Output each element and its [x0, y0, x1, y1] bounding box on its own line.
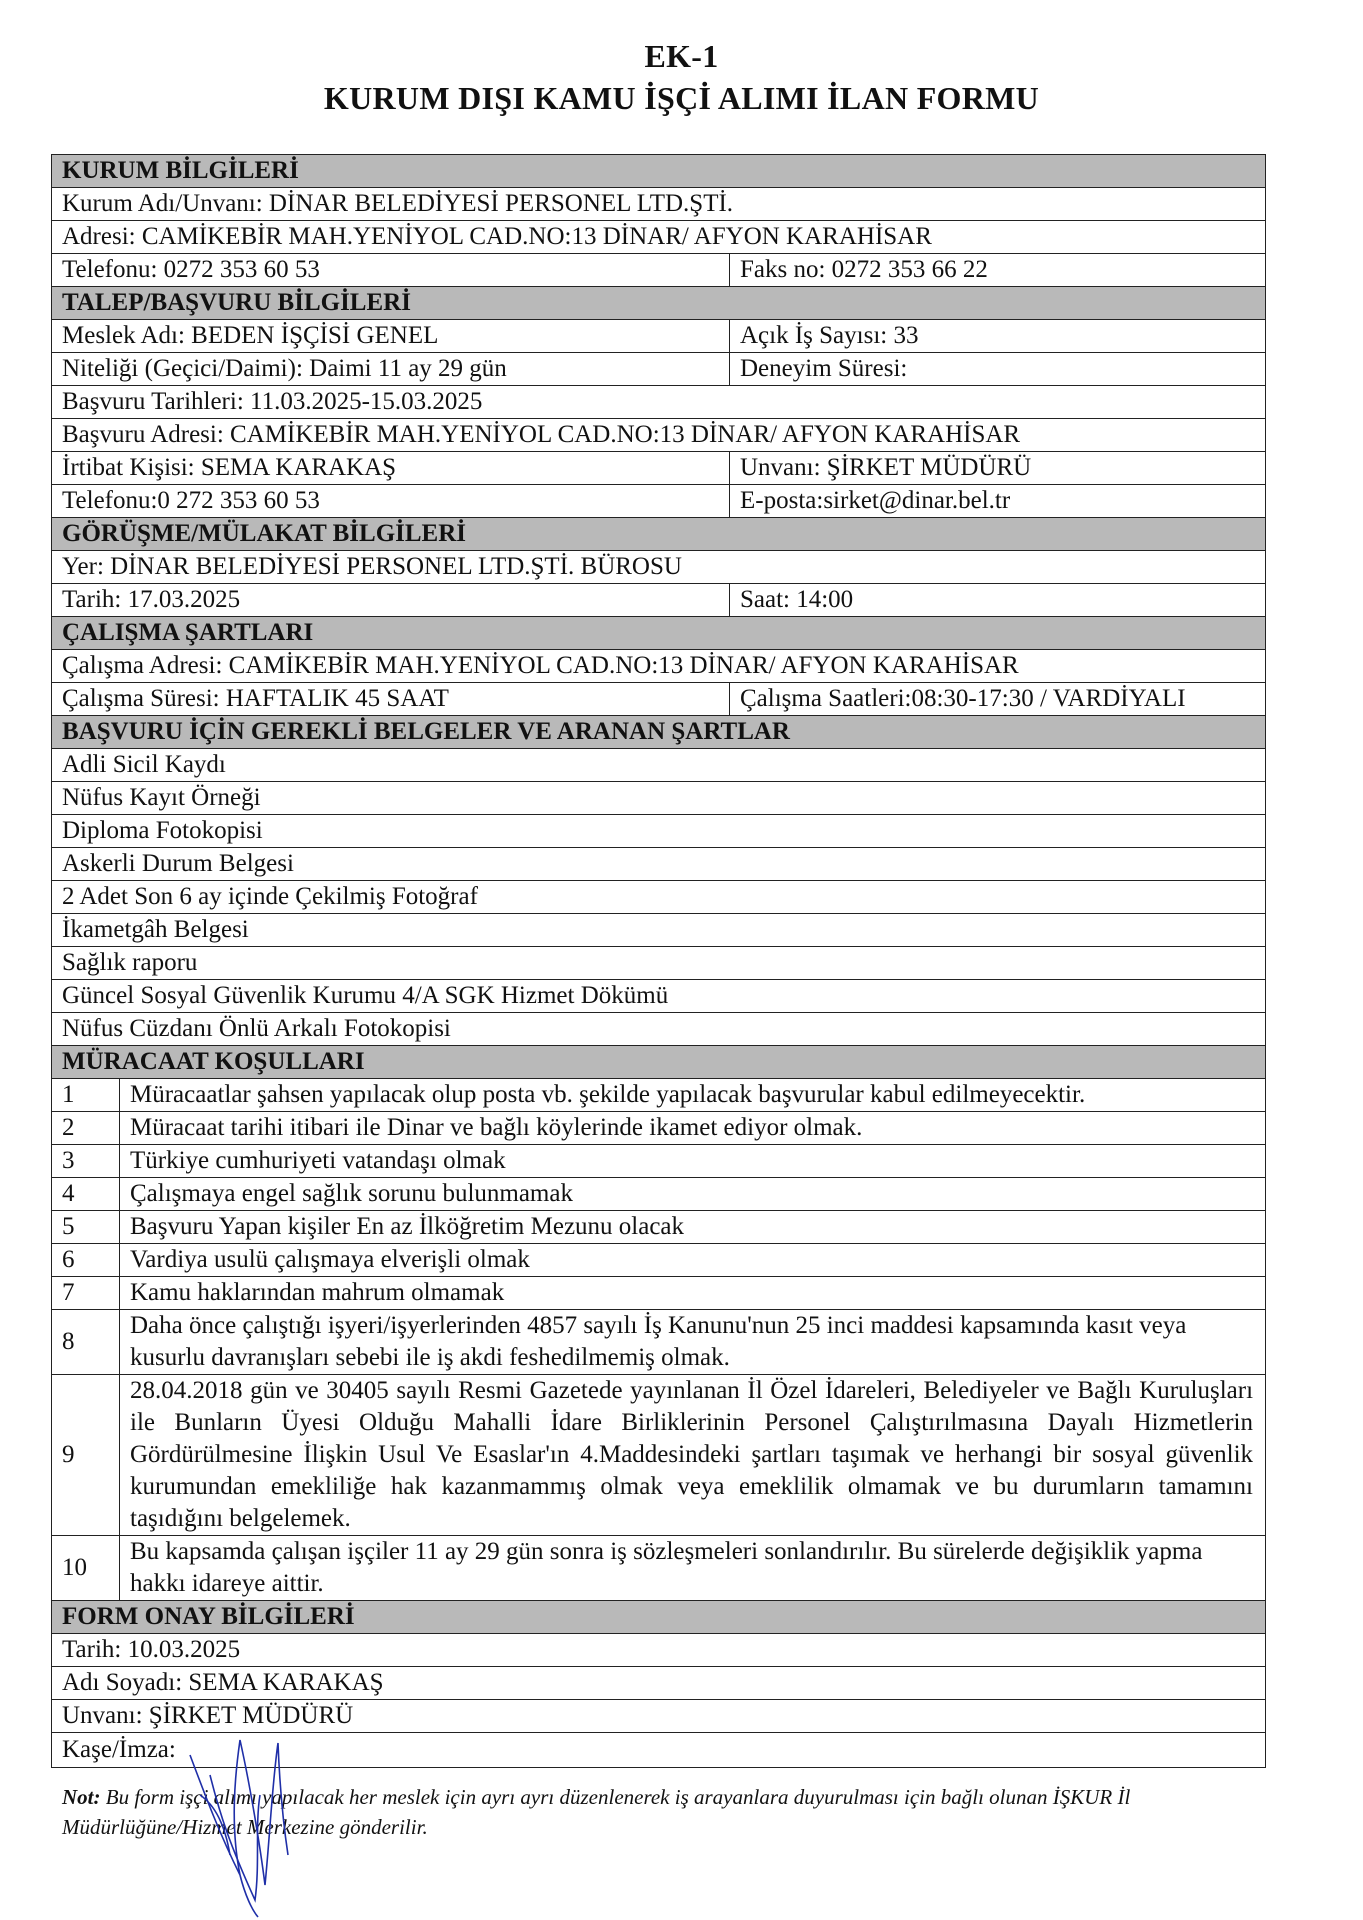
section-title: GÖRÜŞME/MÜLAKAT BİLGİLERİ: [52, 518, 1266, 551]
form-title: KURUM DIŞI KAMU İŞÇİ ALIMI İLAN FORMU: [323, 80, 1040, 116]
form-field: Nüfus Kayıt Örneği: [52, 782, 1266, 815]
condition-row: [52, 1536, 1266, 1601]
section-title: FORM ONAY BİLGİLERİ: [52, 1601, 1266, 1634]
form-field: Adli Sicil Kaydı: [52, 749, 1266, 782]
form-row: [52, 914, 1266, 947]
form-field: Başvuru Tarihleri: 11.03.2025-15.03.2025: [52, 386, 1266, 419]
note-label: Not:: [62, 1785, 101, 1809]
condition-number: 6: [52, 1244, 120, 1277]
condition-text: Çalışmaya engel sağlık sorunu bulunmamak: [120, 1178, 1266, 1211]
condition-row: [52, 1211, 1266, 1244]
condition-number: 5: [52, 1211, 120, 1244]
form-row: [52, 815, 1266, 848]
condition-number: 3: [52, 1145, 120, 1178]
form-row: [52, 1667, 1266, 1700]
form-field: Nüfus Cüzdanı Önlü Arkalı Fotokopisi: [52, 1013, 1266, 1046]
form-annex-label: EK-1: [644, 38, 719, 74]
condition-number: 10: [52, 1536, 120, 1601]
section-title: BAŞVURU İÇİN GEREKLİ BELGELER VE ARANAN ŞARTLAR: [52, 716, 1266, 749]
form-row: [52, 650, 1266, 683]
condition-number: 1: [52, 1079, 120, 1112]
form-row: [52, 353, 1266, 386]
condition-row: [52, 1277, 1266, 1310]
section-header-row: [52, 716, 1266, 749]
form-field: E-posta:sirket@dinar.bel.tr: [730, 485, 1266, 518]
form-field: Başvuru Adresi: CAMİKEBİR MAH.YENİYOL CAD.NO:13 DİNAR/ AFYON KARAHİSAR: [52, 419, 1266, 452]
form-row: [52, 188, 1266, 221]
form-field: Yer: DİNAR BELEDİYESİ PERSONEL LTD.ŞTİ. BÜROSU: [52, 551, 1266, 584]
condition-number: 4: [52, 1178, 120, 1211]
form-field: Deneyim Süresi:: [730, 353, 1266, 386]
form-row: [52, 485, 1266, 518]
form-field: Çalışma Adresi: CAMİKEBİR MAH.YENİYOL CAD.NO:13 DİNAR/ AFYON KARAHİSAR: [52, 650, 1266, 683]
job-posting-form-table: [51, 154, 1266, 1768]
form-field: Unvanı: ŞİRKET MÜDÜRÜ: [52, 1700, 1266, 1733]
section-title: TALEP/BAŞVURU BİLGİLERİ: [52, 287, 1266, 320]
condition-text: Bu kapsamda çalışan işçiler 11 ay 29 gün sonra iş sözleşmeleri sonlandırılır. Bu sürelerde değişiklik yapma hakkı idareye aittir.: [120, 1536, 1266, 1601]
condition-number: 2: [52, 1112, 120, 1145]
form-field: Diploma Fotokopisi: [52, 815, 1266, 848]
form-field: Kurum Adı/Unvanı: DİNAR BELEDİYESİ PERSONEL LTD.ŞTİ.: [52, 188, 1266, 221]
form-field: Açık İş Sayısı: 33: [730, 320, 1266, 353]
form-field: İkametgâh Belgesi: [52, 914, 1266, 947]
form-row: [52, 221, 1266, 254]
form-row: [52, 386, 1266, 419]
section-header-row: [52, 518, 1266, 551]
condition-row: [52, 1145, 1266, 1178]
form-field: Tarih: 10.03.2025: [52, 1634, 1266, 1667]
condition-number: 7: [52, 1277, 120, 1310]
form-row: [52, 947, 1266, 980]
section-title: ÇALIŞMA ŞARTLARI: [52, 617, 1266, 650]
form-field: 2 Adet Son 6 ay içinde Çekilmiş Fotoğraf: [52, 881, 1266, 914]
section-header-row: [52, 1046, 1266, 1079]
form-field: Çalışma Süresi: HAFTALIK 45 SAAT: [52, 683, 730, 716]
form-field: Adı Soyadı: SEMA KARAKAŞ: [52, 1667, 1266, 1700]
condition-row: [52, 1244, 1266, 1277]
condition-row: [52, 1375, 1266, 1536]
form-field: Güncel Sosyal Güvenlik Kurumu 4/A SGK Hizmet Dökümü: [52, 980, 1266, 1013]
form-field: Çalışma Saatleri:08:30-17:30 / VARDİYALI: [730, 683, 1266, 716]
form-field: Telefonu: 0272 353 60 53: [52, 254, 730, 287]
form-field: Niteliği (Geçici/Daimi): Daimi 11 ay 29 gün: [52, 353, 730, 386]
form-row: [52, 452, 1266, 485]
form-row: [52, 749, 1266, 782]
form-row: [52, 881, 1266, 914]
form-field: Kaşe/İmza:: [52, 1733, 1266, 1768]
condition-number: 9: [52, 1375, 120, 1536]
form-row: [52, 320, 1266, 353]
form-row: [52, 1634, 1266, 1667]
form-row: [52, 980, 1266, 1013]
form-field: Tarih: 17.03.2025: [52, 584, 730, 617]
condition-row: [52, 1079, 1266, 1112]
form-field: Telefonu:0 272 353 60 53: [52, 485, 730, 518]
condition-row: [52, 1310, 1266, 1375]
condition-row: [52, 1112, 1266, 1145]
condition-text: Vardiya usulü çalışmaya elverişli olmak: [120, 1244, 1266, 1277]
form-field: Unvanı: ŞİRKET MÜDÜRÜ: [730, 452, 1266, 485]
form-row: [52, 683, 1266, 716]
form-field: Adresi: CAMİKEBİR MAH.YENİYOL CAD.NO:13 DİNAR/ AFYON KARAHİSAR: [52, 221, 1266, 254]
condition-text: Kamu haklarından mahrum olmamak: [120, 1277, 1266, 1310]
form-row: [52, 782, 1266, 815]
note-text: Bu form işçi alımı yapılacak her meslek için ayrı ayrı düzenlenerek iş arayanlara duyurulması için bağlı olunan İŞKUR İl Müdürlüğüne/Hizmet Merkezine gönderilir.: [62, 1785, 1131, 1839]
section-header-row: [52, 287, 1266, 320]
section-header-row: [52, 1601, 1266, 1634]
form-row: [52, 848, 1266, 881]
section-header-row: [52, 155, 1266, 188]
handwritten-signature: [160, 1735, 320, 1920]
form-field: Sağlık raporu: [52, 947, 1266, 980]
condition-row: [52, 1178, 1266, 1211]
condition-text: Müracaat tarihi itibari ile Dinar ve bağlı köylerinde ikamet ediyor olmak.: [120, 1112, 1266, 1145]
form-row: [52, 1700, 1266, 1733]
condition-text: Türkiye cumhuriyeti vatandaşı olmak: [120, 1145, 1266, 1178]
form-field: Faks no: 0272 353 66 22: [730, 254, 1266, 287]
section-header-row: [52, 617, 1266, 650]
form-row: [52, 1013, 1266, 1046]
section-title: MÜRACAAT KOŞULLARI: [52, 1046, 1266, 1079]
form-field: Saat: 14:00: [730, 584, 1266, 617]
form-row: [52, 419, 1266, 452]
condition-text: Müracaatlar şahsen yapılacak olup posta vb. şekilde yapılacak başvurular kabul edilmeyecektir.: [120, 1079, 1266, 1112]
form-field: Askerli Durum Belgesi: [52, 848, 1266, 881]
form-field: Meslek Adı: BEDEN İŞÇİSİ GENEL: [52, 320, 730, 353]
section-title: KURUM BİLGİLERİ: [52, 155, 1266, 188]
condition-text: Daha önce çalıştığı işyeri/işyerlerinden 4857 sayılı İş Kanunu'nun 25 inci maddesi kapsamında kasıt veya kusurlu davranışları sebebi ile iş akdi feshedilmemiş olmak.: [120, 1310, 1266, 1375]
condition-text: Başvuru Yapan kişiler En az İlköğretim Mezunu olacak: [120, 1211, 1266, 1244]
form-row: [52, 254, 1266, 287]
condition-text: 28.04.2018 gün ve 30405 sayılı Resmi Gazetede yayınlanan İl Özel İdareleri, Belediyeler ve Bağlı Kuruluşları ile Bunların Üyesi Olduğu Mahalli İdare Birliklerinin Personel Çalıştırılmasına Dayalı Hizmetlerin Gördürülmesine İlişkin Usul Ve Esaslar'ın 4.Maddesindeki şartları taşımak ve herhangi bir sosyal güvenlik kurumundan emekliliğe hak kazanmammış olmak veya emeklilik olmamak ve bu durumların tamamını taşıdığını belgelemek.: [120, 1375, 1266, 1536]
condition-number: 8: [52, 1310, 120, 1375]
form-row: [52, 584, 1266, 617]
form-row: [52, 551, 1266, 584]
form-field: İrtibat Kişisi: SEMA KARAKAŞ: [52, 452, 730, 485]
